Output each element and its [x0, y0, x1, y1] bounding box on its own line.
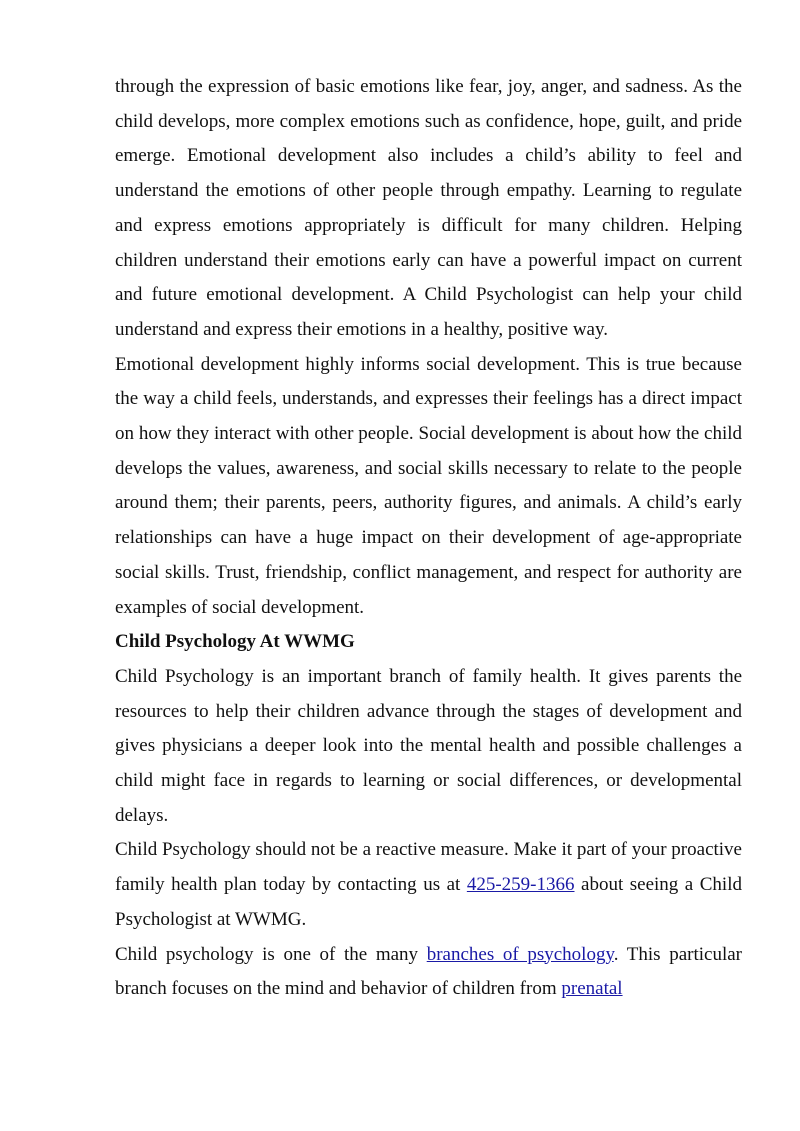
contact-text-after: about seeing a Child Psychologist at WWMG. — [115, 874, 742, 930]
paragraph-social-development: Emotional development highly informs social development. This is true because the way a child feels, understands, and expresses their feelings has a direct impact on how they interact with other people. Social development is about how the child develops the values, awareness, and social skills necessary to relate to the people around them; their parents, peers, authority figures, and animals. A child’s early relationships can have a huge impact on their development of age-appropriate social skills. Trust, friendship, conflict management, and respect for authority are examples of social development. — [115, 353, 742, 618]
branches-of-psychology-link[interactable]: branches of psychology — [426, 943, 614, 965]
paragraph-emotional-development: through the expression of basic emotions like fear, joy, anger, and sadness. As the child develops, more complex emotions such as confidence, hope, guilt, and pride emerge. Emotional development also includes a child’s ability to feel and understand the emotions of other people through empathy. Learning to regulate and express emotions appropriately is difficult for many children. Helping children understand their emotions early can have a powerful impact on current and future emotional development. A Child Psychologist can help your child understand and express their emotions in a healthy, positive way. — [115, 76, 742, 340]
branches-text-middle: . This particular branch focuses on the mind and behavior of children from — [115, 943, 742, 1000]
branches-text-before: Child psychology is one of the many — [115, 943, 427, 965]
paragraph-contact — [115, 833, 742, 937]
paragraph-child-psychology-intro: Child Psychology is an important branch of family health. It gives parents the resources to help their children advance through the stages of development and gives physicians a deeper look into the mental health and possible challenges a child might face in regards to learning or social differences, or developmental delays. — [115, 665, 742, 826]
document-body — [115, 70, 742, 1007]
paragraph-branches — [115, 938, 742, 1007]
section-heading: Child Psychology At WWMG — [115, 631, 355, 653]
prenatal-link[interactable]: prenatal — [561, 978, 623, 1000]
contact-text-before: Child Psychology should not be a reactive measure. Make it part of your proactive family health plan today by contacting us at — [115, 839, 742, 896]
phone-link[interactable]: 425-259-1366 — [466, 874, 575, 896]
